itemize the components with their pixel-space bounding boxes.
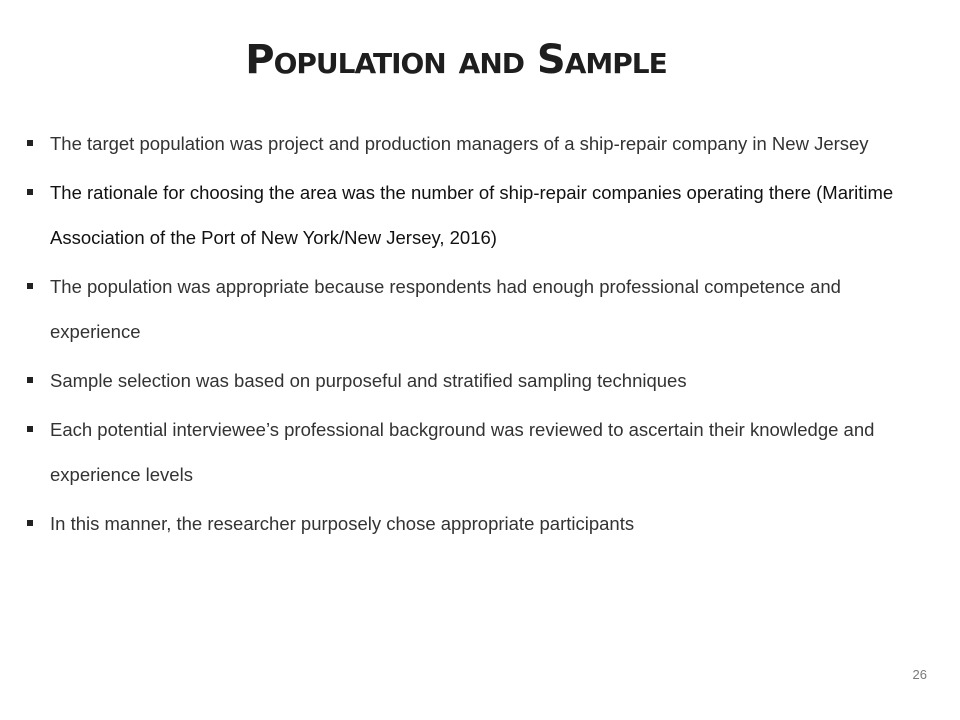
bullet-item — [24, 170, 924, 260]
bullet-item — [24, 358, 924, 403]
square-bullet-icon — [27, 283, 33, 289]
bullet-text: In this manner, the researcher purposely chose appropriate participants — [50, 513, 635, 534]
bullet-item — [24, 501, 924, 546]
square-bullet-icon — [27, 520, 33, 526]
square-bullet-icon — [27, 140, 33, 146]
square-bullet-icon — [27, 377, 33, 383]
bullet-item — [24, 407, 924, 497]
bullet-text: Sample selection was based on purposeful and stratified sampling techniques — [50, 370, 687, 391]
bullet-text: The rationale for choosing the area was the number of ship-repair companies operating there (Maritime Association of the Port of New York/New Jersey, 2016) — [50, 182, 894, 248]
bullet-item — [24, 264, 924, 354]
bullet-item — [24, 121, 924, 166]
square-bullet-icon — [27, 189, 33, 195]
bullet-text: Each potential interviewee’s professional background was reviewed to ascertain their knowledge and experience levels — [50, 419, 875, 485]
slide-title: Population and Sample — [245, 37, 667, 83]
bullet-text: The population was appropriate because respondents had enough professional competence and experience — [50, 276, 841, 342]
bullet-list — [24, 121, 924, 550]
page-number: 26 — [912, 667, 927, 682]
square-bullet-icon — [27, 426, 33, 432]
bullet-text: The target population was project and production managers of a ship-repair company in New Jersey — [50, 133, 869, 154]
